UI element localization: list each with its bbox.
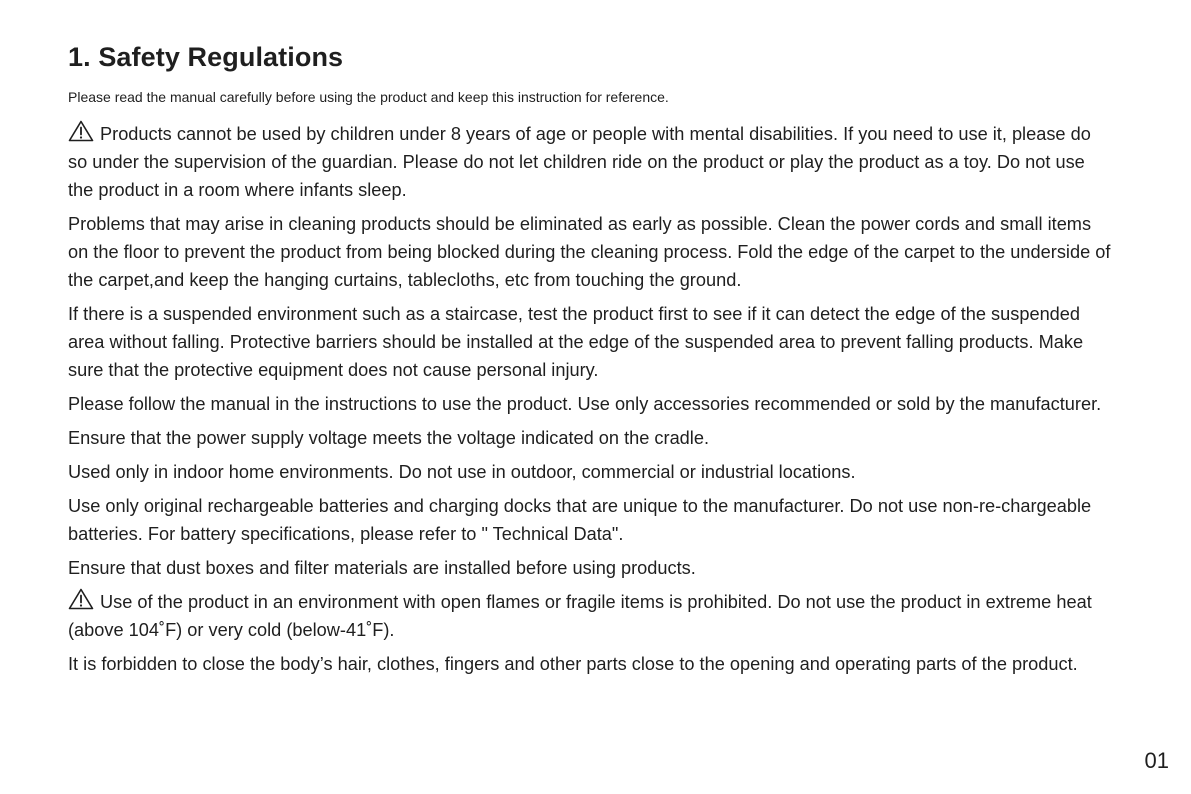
intro-text: Please read the manual carefully before using the product and keep this instruction for reference. xyxy=(68,89,669,105)
safety-paragraph: Used only in indoor home environments. Do not use in outdoor, commercial or industrial locations. xyxy=(68,462,856,482)
safety-paragraph: Problems that may arise in cleaning products should be eliminated as early as possible. Clean the power cords and small items on the floor to prevent the product from being blocked during the cleaning process. Fold the edge of the carpet to the underside of the carpet,and keep the hanging curtains, tablecloths, etc from touching the ground. xyxy=(68,214,1111,290)
safety-content xyxy=(68,120,1113,684)
paragraph-text: Products cannot be used by children under 8 years of age or people with mental disabilities. If you need to use it, please do so under the supervision of the guardian. Please do not let children ride on the product or play the product as a toy. Do not use the product in a room where infants sleep. xyxy=(68,124,1091,200)
safety-paragraph xyxy=(68,120,1113,204)
safety-paragraph: If there is a suspended environment such as a staircase, test the product first to see if it can detect the edge of the suspended area without falling. Protective barriers should be installed at the edge of the suspended area to prevent falling products. Make sure that the protective equipment does not cause personal injury. xyxy=(68,304,1084,380)
warning-triangle-icon xyxy=(68,588,94,610)
warning-triangle-icon xyxy=(68,120,94,142)
safety-paragraph: Use only original rechargeable batteries and charging docks that are unique to the manufacturer. Do not use non-re-chargeable batteries. For battery specifications, please refer to " Technical Data". xyxy=(68,496,1092,544)
safety-paragraph: Ensure that the power supply voltage meets the voltage indicated on the cradle. xyxy=(68,428,710,448)
page-title: 1. Safety Regulations xyxy=(68,42,344,72)
page-number: 01 xyxy=(1144,748,1169,773)
paragraph-text: Use of the product in an environment with open flames or fragile items is prohibited. Do not use the product in extreme heat (above 104˚F) or very cold (below-41˚F). xyxy=(68,592,1092,640)
safety-paragraph: Ensure that dust boxes and filter materials are installed before using products. xyxy=(68,558,696,578)
safety-paragraph: Please follow the manual in the instructions to use the product. Use only accessories recommended or sold by the manufacturer. xyxy=(68,394,1102,414)
safety-paragraph: It is forbidden to close the body’s hair, clothes, fingers and other parts close to the opening and operating parts of the product. xyxy=(68,654,1078,674)
safety-paragraph xyxy=(68,588,1113,644)
